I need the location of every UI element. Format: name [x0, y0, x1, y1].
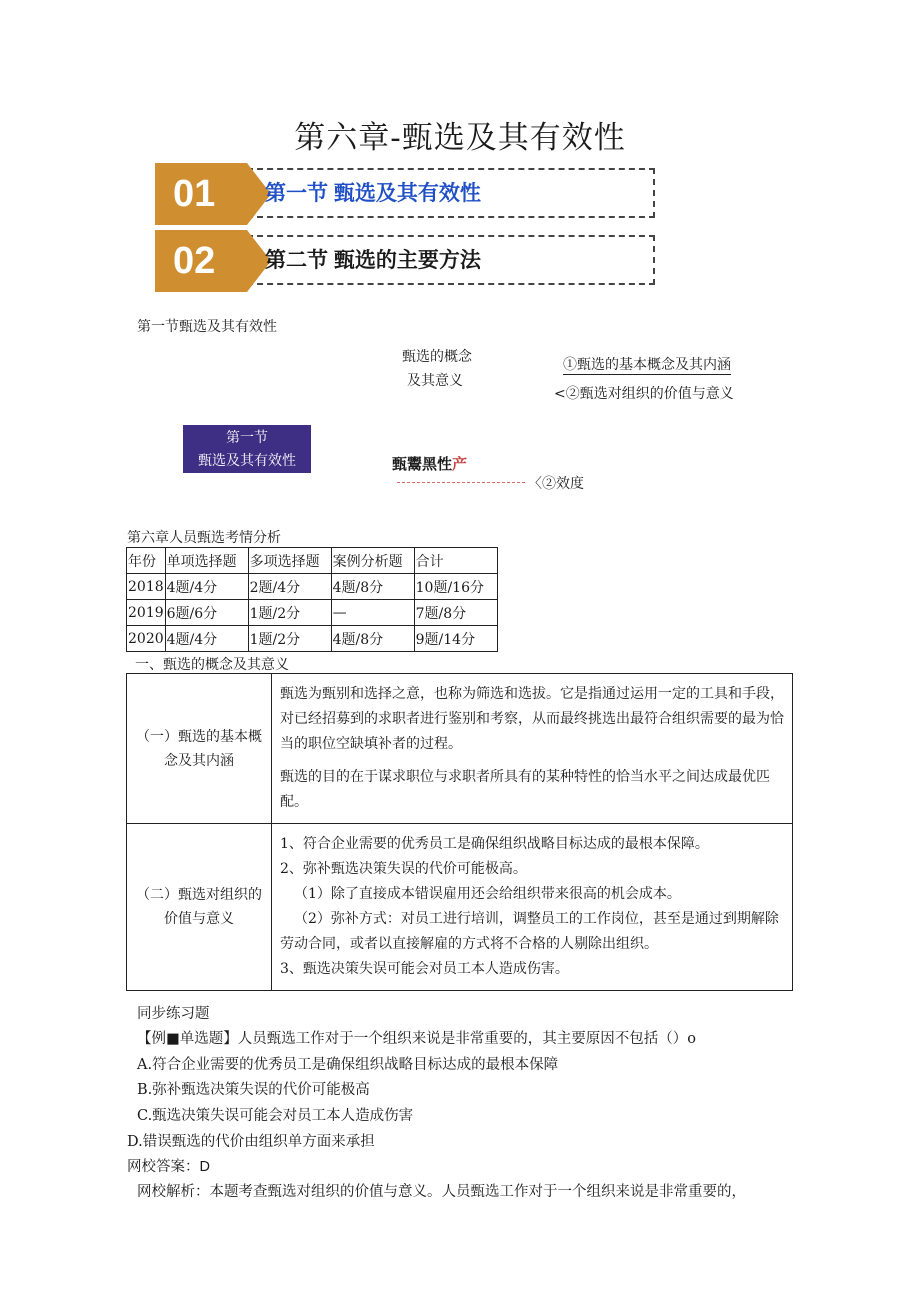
banner-label: 第二节 甄选的主要方法	[265, 249, 481, 272]
mindmap-item-2: <②甄选对组织的价值与意义	[554, 386, 734, 402]
table-cell: 2题/4分	[248, 574, 331, 600]
practice-option-b: B.弥补甄选决策失误的代价可能极高	[137, 1082, 370, 1098]
concept-line: 1、符合企业需要的优秀员工是确保组织战略目标达成的最根本保障。	[280, 836, 709, 852]
table-cell: 4题/8分	[331, 574, 414, 600]
page-title: 第六章-甄选及其有效性	[294, 120, 626, 156]
concept-line: （2）弥补方式：对员工进行培训，调整员工的工作岗位，甚至是通过到期解除劳动合同，或者以直接解雇的方式将不合格的人剔除出组织。	[280, 911, 779, 952]
table-row	[127, 574, 498, 600]
table-cell: 4题/8分	[331, 626, 414, 652]
practice-analysis: 网校解析：本题考查甄选对组织的价值与意义。人员甄选工作对于一个组织来说是非常重要的，	[137, 1184, 746, 1200]
concept-row-body	[272, 674, 793, 824]
section-banner-2	[155, 230, 655, 292]
mindmap-concept-line2: 及其意义	[407, 373, 463, 389]
banner-label: 第一节 甄选及其有效性	[265, 182, 481, 205]
section-1-heading: 一、甄选的概念及其意义	[135, 657, 289, 673]
mindmap-dashed-connector	[397, 482, 525, 483]
banner-number: 02	[155, 230, 247, 292]
table-cell: 7题/8分	[414, 600, 497, 626]
concept-line: 2、弥补甄选决策失误的代价可能极高。	[280, 861, 527, 877]
table-cell: 2020	[127, 626, 166, 652]
answer-value: D	[199, 1159, 210, 1175]
table-header-row	[127, 548, 498, 574]
table-cell: 2018	[127, 574, 166, 600]
mindmap-validity-text: 甄鬻黑性	[392, 456, 453, 473]
table-header-cell: 年份	[127, 548, 166, 574]
concept-row-label: （二）甄选对组织的价值与意义	[127, 824, 272, 991]
answer-label: 网校答案：	[127, 1159, 200, 1175]
table-row	[127, 626, 498, 652]
table-cell: 2019	[127, 600, 166, 626]
concept-row-body	[272, 824, 793, 991]
table-cell: 9题/14分	[414, 626, 497, 652]
table-cell: 4题/4分	[165, 626, 248, 652]
table-header-cell: 多项选择题	[248, 548, 331, 574]
section-banner-1	[155, 163, 655, 225]
section-label: 第一节甄选及其有效性	[137, 319, 277, 335]
table-header-cell: 合计	[414, 548, 497, 574]
concept-table	[126, 673, 793, 991]
mindmap-box-line1: 第一节	[226, 430, 268, 446]
practice-question: 【例■单选题】人员甄选工作对于一个组织来说是非常重要的，其主要原因不包括（）o	[137, 1031, 696, 1047]
table-row	[127, 824, 793, 991]
table-row	[127, 600, 498, 626]
table-cell: 1题/2分	[248, 626, 331, 652]
table-cell: 6题/6分	[165, 600, 248, 626]
table-header-cell: 单项选择题	[165, 548, 248, 574]
concept-paragraph: 甄选为甄别和选择之意，也称为筛选和选拔。它是指通过运用一定的工具和手段，对已经招募到的求职者进行鉴别和考察，从而最终挑选出最符合组织需要的最为恰当的职位空缺填补者的过程。	[280, 686, 784, 752]
table-cell: 1题/2分	[248, 600, 331, 626]
concept-paragraph: 甄选的目的在于谋求职位与求职者所具有的某种特性的恰当水平之间达成最优匹配。	[280, 769, 770, 810]
practice-heading: 同步练习题	[137, 1006, 210, 1022]
practice-answer	[127, 1155, 210, 1180]
concept-line: 3、甄选决策失误可能会对员工本人造成伤害。	[280, 961, 569, 977]
table-cell: 10题/16分	[414, 574, 497, 600]
mindmap-validity-suffix: 产	[452, 456, 468, 473]
concept-row-label: （一）甄选的基本概念及其内涵	[127, 674, 272, 824]
mindmap-validity-label	[392, 453, 467, 474]
mindmap-box-line2: 甄选及其有效性	[198, 453, 296, 469]
table-cell: 4题/4分	[165, 574, 248, 600]
exam-table	[126, 547, 498, 652]
mindmap-item-1: ①甄选的基本概念及其内涵	[563, 357, 731, 373]
mindmap-section-box	[183, 425, 311, 473]
practice-option-a: A.符合企业需要的优秀员工是确保组织战略目标达成的最根本保障	[137, 1057, 559, 1073]
practice-option-c: C.甄选决策失误可能会对员工本人造成伤害	[137, 1108, 414, 1124]
mindmap-concept-line1: 甄选的概念	[402, 349, 472, 365]
table-row	[127, 674, 793, 824]
table-cell: —	[331, 600, 414, 626]
practice-option-d: D.错误甄选的代价由组织单方面来承担	[127, 1134, 375, 1150]
table-header-cell: 案例分析题	[331, 548, 414, 574]
mindmap-item-3: 〈②效度	[528, 476, 584, 492]
banner-number: 01	[155, 163, 247, 225]
concept-line: （1）除了直接成本错误雇用还会给组织带来很高的机会成本。	[294, 886, 681, 902]
exam-table-caption: 第六章人员甄选考情分析	[127, 530, 281, 546]
